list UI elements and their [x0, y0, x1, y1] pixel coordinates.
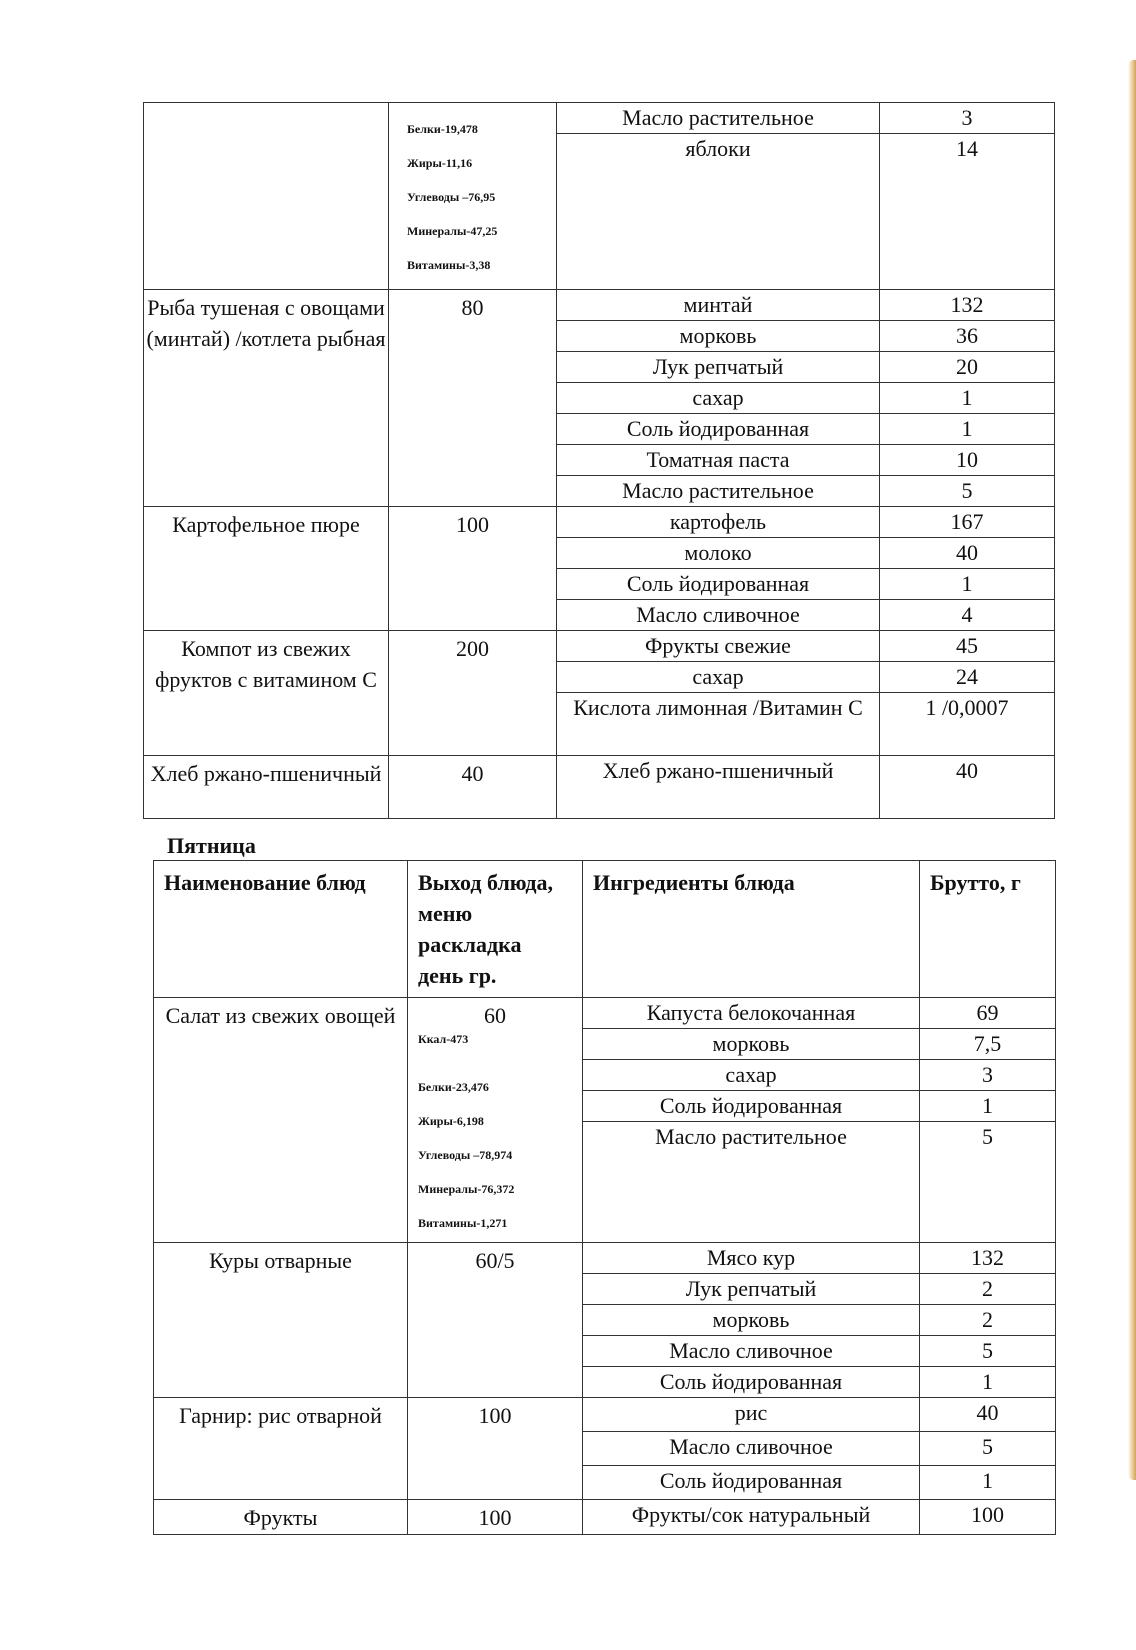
dish-name: Компот из свежих фруктов с витамином С	[144, 631, 389, 756]
day-heading: Пятница	[167, 833, 256, 858]
brutto-value: 5	[920, 1336, 1056, 1367]
ingredient-name: Соль йодированная	[557, 569, 880, 600]
header-dish-name: Наименование блюд	[154, 861, 408, 998]
table-row	[154, 998, 1056, 1029]
dish-output: 100	[408, 1500, 583, 1535]
brutto-value: 1	[920, 1367, 1056, 1398]
ingredient-name: яблоки	[557, 134, 880, 290]
ingredient-name: сахар	[583, 1060, 920, 1091]
nutrition-list	[408, 1031, 582, 1229]
table-row	[144, 507, 1055, 538]
ingredient-name: Масло растительное	[557, 476, 880, 507]
ingredient-name: Соль йодированная	[583, 1367, 920, 1398]
nutrition-value: Витамины-3,38	[407, 258, 491, 272]
nutrition-cell	[389, 103, 557, 290]
nutrition-value: Минералы-47,25	[407, 224, 498, 238]
friday-menu-table	[153, 860, 1056, 1535]
ingredient-name: Кислота лимонная /Витамин С	[557, 693, 880, 756]
brutto-value: 10	[880, 445, 1055, 476]
ingredient-name: Масло растительное	[557, 103, 880, 134]
ingredient-name: Соль йодированная	[557, 414, 880, 445]
dish-name: Хлеб ржано-пшеничный	[144, 756, 389, 819]
brutto-value: 132	[920, 1243, 1056, 1274]
dish-output: 40	[389, 756, 557, 819]
brutto-value: 3	[880, 103, 1055, 134]
nutrition-value: Жиры-6,198	[418, 1114, 484, 1128]
brutto-value: 20	[880, 352, 1055, 383]
brutto-value: 40	[880, 756, 1055, 819]
dish-output: 80	[389, 290, 557, 507]
brutto-value: 132	[880, 290, 1055, 321]
brutto-value: 1	[920, 1091, 1056, 1122]
brutto-value: 40	[920, 1398, 1056, 1432]
brutto-value: 4	[880, 600, 1055, 631]
nutrition-value: Ккал-473	[418, 1032, 469, 1046]
brutto-value: 24	[880, 662, 1055, 693]
table-row	[154, 1243, 1056, 1274]
header-brutto: Брутто, г	[920, 861, 1056, 998]
dish-name: Гарнир: рис отварной	[154, 1398, 408, 1500]
dish-output-cell	[408, 998, 583, 1243]
brutto-value: 14	[880, 134, 1055, 290]
ingredient-name: сахар	[557, 662, 880, 693]
dish-output: 100	[408, 1398, 583, 1500]
dish-name: Салат из свежих овощей	[154, 998, 408, 1243]
menu-table-continued	[143, 102, 1055, 819]
nutrition-value: Белки-19,478	[407, 122, 478, 136]
brutto-value: 2	[920, 1305, 1056, 1336]
dish-name: Картофельное пюре	[144, 507, 389, 631]
brutto-value: 5	[880, 476, 1055, 507]
ingredient-name: Масло растительное	[583, 1122, 920, 1243]
nutrition-value: Минералы-76,372	[418, 1182, 515, 1196]
brutto-value: 5	[920, 1122, 1056, 1243]
brutto-value: 5	[920, 1432, 1056, 1466]
ingredient-name: Лук репчатый	[557, 352, 880, 383]
ingredient-name: Масло сливочное	[583, 1336, 920, 1367]
table-row	[154, 1398, 1056, 1432]
dish-output: 100	[389, 507, 557, 631]
brutto-value: 100	[920, 1500, 1056, 1535]
brutto-value: 40	[880, 538, 1055, 569]
brutto-value: 1	[880, 414, 1055, 445]
ingredient-name: морковь	[583, 1029, 920, 1060]
dish-name: Фрукты	[154, 1500, 408, 1535]
ingredient-name: Соль йодированная	[583, 1466, 920, 1500]
brutto-value: 69	[920, 998, 1056, 1029]
ingredient-name: морковь	[583, 1305, 920, 1336]
ingredient-name: Капуста белокочанная	[583, 998, 920, 1029]
dish-name-cell	[144, 103, 389, 290]
ingredient-name: Масло сливочное	[583, 1432, 920, 1466]
ingredient-name: Томатная паста	[557, 445, 880, 476]
nutrition-value: Белки-23,476	[418, 1080, 489, 1094]
table-header-row	[154, 861, 1056, 998]
ingredient-name: сахар	[557, 383, 880, 414]
ingredient-name: Хлеб ржано-пшеничный	[557, 756, 880, 819]
brutto-value: 1	[880, 569, 1055, 600]
ingredient-name: минтай	[557, 290, 880, 321]
brutto-value: 2	[920, 1274, 1056, 1305]
ingredient-name: Соль йодированная	[583, 1091, 920, 1122]
brutto-value: 1	[880, 383, 1055, 414]
ingredient-name: Фрукты свежие	[557, 631, 880, 662]
ingredient-name: рис	[583, 1398, 920, 1432]
table-row	[144, 756, 1055, 819]
ingredient-name: молоко	[557, 538, 880, 569]
dish-output: 200	[389, 631, 557, 756]
table-row	[144, 631, 1055, 662]
table-row	[154, 1500, 1056, 1535]
brutto-value: 1 /0,0007	[880, 693, 1055, 756]
nutrition-value: Витамины-1,271	[418, 1216, 508, 1230]
dish-output: 60	[484, 1003, 506, 1028]
table-row	[144, 103, 1055, 134]
brutto-value: 1	[920, 1466, 1056, 1500]
nutrition-value: Углеводы –78,974	[418, 1148, 513, 1162]
ingredient-name: Фрукты/сок натуральный	[583, 1500, 920, 1535]
brutto-value: 3	[920, 1060, 1056, 1091]
wooden-surface-edge	[1128, 60, 1136, 1480]
ingredient-name: Мясо кур	[583, 1243, 920, 1274]
table-row	[144, 290, 1055, 321]
ingredient-name: Масло сливочное	[557, 600, 880, 631]
ingredient-name: Лук репчатый	[583, 1274, 920, 1305]
ingredient-name: картофель	[557, 507, 880, 538]
dish-name: Рыба тушеная с овощами (минтай) /котлета рыбная	[144, 290, 389, 507]
nutrition-value: Углеводы –76,95	[407, 190, 496, 204]
header-output: Выход блюда, меню раскладка день гр.	[408, 861, 583, 998]
dish-output: 60/5	[408, 1243, 583, 1398]
header-ingredients: Ингредиенты блюда	[583, 861, 920, 998]
brutto-value: 7,5	[920, 1029, 1056, 1060]
ingredient-name: морковь	[557, 321, 880, 352]
brutto-value: 167	[880, 507, 1055, 538]
dish-name: Куры отварные	[154, 1243, 408, 1398]
nutrition-value: Жиры-11,16	[407, 156, 473, 170]
brutto-value: 36	[880, 321, 1055, 352]
brutto-value: 45	[880, 631, 1055, 662]
